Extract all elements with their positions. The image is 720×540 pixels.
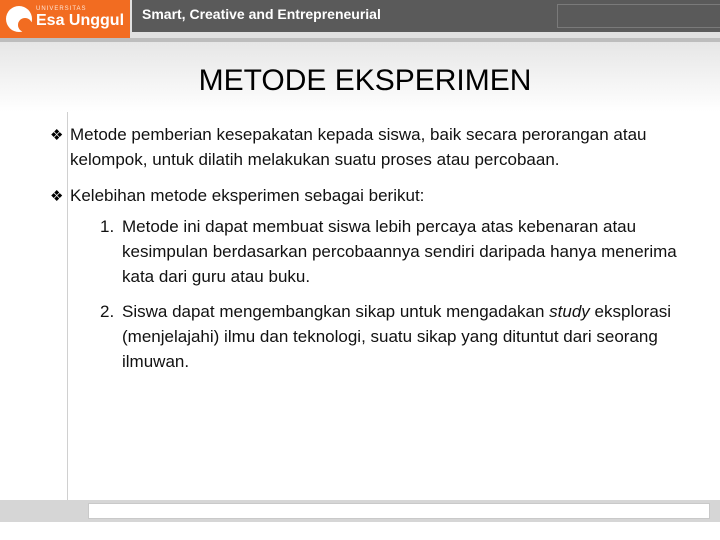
list-text-start: Siswa dapat mengembangkan sikap untuk mengadakan xyxy=(122,302,550,321)
university-logo xyxy=(0,0,130,38)
tagline-decoration xyxy=(557,4,720,28)
list-number: 1. xyxy=(100,217,115,236)
list-text-italic: study xyxy=(549,302,590,321)
header-bar xyxy=(0,0,720,40)
tagline-banner xyxy=(132,0,720,32)
list-item xyxy=(100,214,680,289)
diamond-bullet-icon: ❖ xyxy=(50,127,64,144)
slide-content xyxy=(50,122,680,384)
list-text-end: eksplorasi (menjelajahi) ilmu dan teknologi, suatu sikap yang dituntut dari seorang ilmuwan. xyxy=(122,302,672,371)
tagline-text: Smart, Creative and Entrepreneurial xyxy=(142,6,381,22)
logo-name: Esa Unggul xyxy=(36,12,125,29)
list-number: 2. xyxy=(100,302,115,321)
bullet-text: Metode pemberian kesepakatan kepada siswa, baik secara perorangan atau kelompok, untuk dilatih melakukan suatu proses atau percobaan. xyxy=(70,125,647,169)
list-item xyxy=(100,299,680,374)
bullet-item xyxy=(50,122,680,172)
footer-base xyxy=(0,522,720,540)
footer-decoration xyxy=(88,503,710,519)
logo-emblem-icon xyxy=(6,6,32,32)
numbered-list xyxy=(100,214,680,374)
bullet-item xyxy=(50,183,680,374)
bullet-text: Kelebihan metode eksperimen sebagai berikut: xyxy=(70,186,425,205)
slide-title: METODE EKSPERIMEN xyxy=(198,64,532,97)
logo-subtitle: UNIVERSITAS xyxy=(36,6,87,12)
diamond-bullet-icon: ❖ xyxy=(50,188,64,205)
footer-bar xyxy=(0,500,720,522)
list-text: Metode ini dapat membuat siswa lebih percaya atas kebenaran atau kesimpulan berdasarkan percobaannya sendiri daripada hanya menerima kata dari guru atau buku. xyxy=(122,217,677,286)
